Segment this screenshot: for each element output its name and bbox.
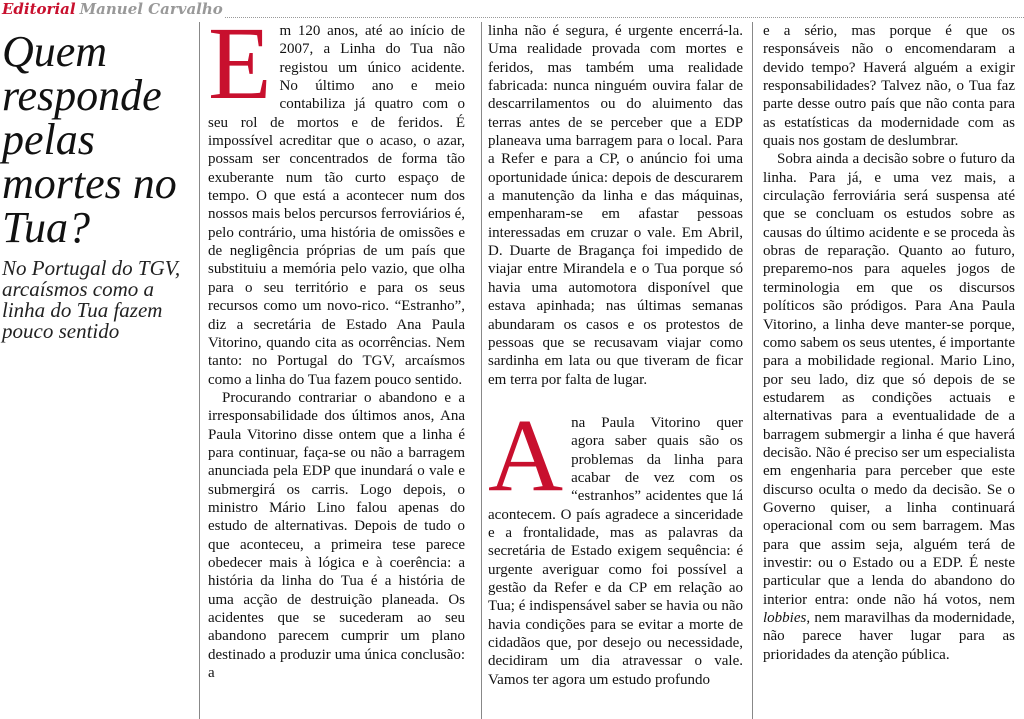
italic-term: lobbies (763, 610, 807, 626)
column-divider (199, 22, 200, 719)
section-header (2, 0, 223, 22)
column-divider (752, 22, 753, 719)
header-rule (225, 17, 1024, 18)
article-paragraph: Sobra ainda a decisão sobre o futuro da linha. Para já, e uma vez mais, a circulação ferroviária será suspensa até que se concluam os estudos sobre as causas do último acidente e se proceda às obras de reparação. Quanto ao futuro, preparemo-nos para aqueles jogos de terminologia em que os discursos políticos são pródigos. Para Ana Paula Vitorino, a linha deve manter-se porque, como sabem os seus utentes, é importante para a mobilidade regional. Mario Lino, por seu lado, diz que só depois de se estudarem as condições actuais e alternativas para a eventualidade de a barragem submergir a linha é que haverá decisão. Não é preciso ser um especialista em engenharia para perceber que este discurso oculta o medo da decisão. Se o Governo quiser, a linha continuará operacional com ou sem barragem. Mas para que assim seja, alguém terá de investir: ou o Estado ou a EDP. É neste particular que a lenda do abandono do interior entra: onde não há votos, nem lobbies, nem maravilhas da modernidade, não parece haver lugar para as prioridades da atenção pública. (763, 151, 1015, 663)
article-paragraph: e a sério, mas porque é que os responsáveis não o encomendaram a devido tempo? Haverá alguém a exigir responsabilidades? Talvez não, o Tua faz parte desse outro país que não conta para as estatísticas da modernidade com as quais nos gostam de deslumbrar. (763, 23, 1015, 150)
article-paragraph: linha não é segura, é urgente encerrá-la. Uma realidade provada com mortes e feridos, mas também uma realidade fabricada: nunca ninguém ouvira falar de descarrilamentos ou do aluimento das terras antes de se perceber que a EDP planeava uma barragem para o local. Para a Refer e para a CP, o anúncio foi uma oportunidade única: depois de descurarem a manutenção da linha e das máquinas, empenharam-se em afastar pessoas interessadas em cruzar o vale. Em Abril, D. Duarte de Bragança foi impedido de viajar entre Mirandela e o Tua porque só havia uma automotora disponível que estava apinhada; nas últimas semanas abundaram os casos e os protestos de pessoas que se recusavam viajar como sardinha em lata ou que tiveram de ficar em terra por falta de lugar. (488, 23, 743, 388)
column-divider (481, 22, 482, 719)
author-byline: Manuel Carvalho (79, 0, 223, 18)
subheadline: No Portugal do TGV, arcaísmos como a linha do Tua fazem pouco sentido (2, 256, 181, 343)
article-paragraph: Ana Paula Vitorino quer agora saber quais são os problemas da linha para acabar de vez com os “estranhos” acidentes que lá acontecem. O país agradece a sinceridade e a frontalidade, mas as palavras da secretária de Estado exigem sequência: é urgente averiguar como foi possível a gestão da Refer e da CP em relação ao Tua; é indispensável saber se havia ou não havia condições para se evitar a morte de cidadãos que, por desejo ou necessidade, decidiram um dia atravessar o vale. Vamos ter agora um estudo profundo (488, 397, 743, 688)
section-label: Editorial (2, 0, 76, 18)
article-paragraph: Procurando contrariar o abandono e a irresponsabilidade dos últimos anos, Ana Paula Vitorino disse ontem que a linha é para continuar, faça-se ou não a barragem anunciada pela EDP que inundará o vale e submergirá os carris. Logo depois, o ministro Mário Lino falou apenas do estudo de alternativas. Depois de tudo o que aconteceu, a primeira tese parece obedecer mais à lógica e à coerência: a história da linha do Tua é a história de uma acção de destruição planeada. Os acidentes que se sucederam ao seu abandono parecem cumprir um plano destinado a produzir uma única conclusão: a (208, 389, 465, 682)
headline: Quem responde pelas mortes no Tua? (2, 27, 177, 252)
article-column-2 (488, 22, 743, 689)
article-column-1 (208, 6, 465, 682)
drop-cap: A (488, 397, 564, 513)
article-column-3 (763, 22, 1015, 664)
drop-cap: E (208, 6, 272, 121)
article-paragraph: Em 120 anos, até ao início de 2007, a Linha do Tua não registou um único acidente. No último ano e meio contabiliza já quatro com o seu rol de mortos e de feridos. É impossível acreditar que o acaso, o azar, possam ser concentrados de forma tão exuberante num tão curto espaço de tempo. O que está a acontecer num dos nossos mais belos percursos ferroviários é, pelo contrário, uma história de omissões e de negligência próprias de um país que substituiu a memória pelo vazio, que olha para o seu território e para os seus recursos como um novo-rico. “Estranho”, diz a secretária de Estado Ana Paula Vitorino, quando cita as ocorrências. Nem tanto: no Portugal do TGV, arcaísmos como a linha do Tua fazem pouco sentido. (208, 6, 465, 388)
